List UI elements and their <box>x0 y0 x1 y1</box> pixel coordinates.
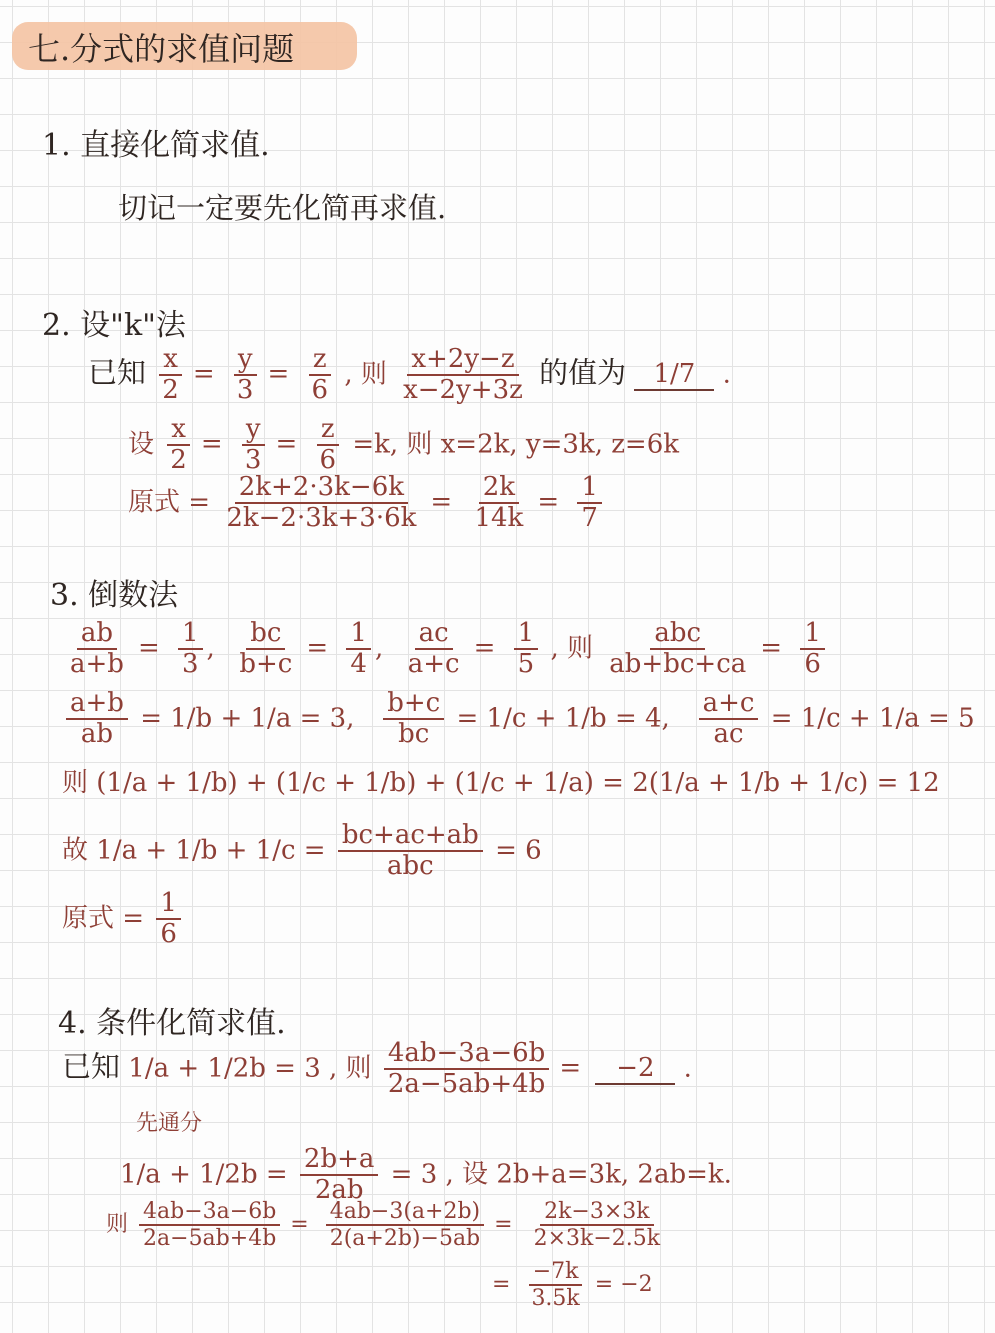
section-2-set-k: 设 $\frac{x}{2}$ = $\frac{y}{3}$ = $\frac{z}{6}$ =k, 则 x=2k, y=3k, z=6k <box>128 414 680 476</box>
given-label: 已知 <box>88 355 147 390</box>
section-4-step-3: = $\frac{-7k}{3.5k}$ = −2 <box>492 1259 653 1312</box>
section-3-sum-line: 则 (1/a + 1/b) + (1/c + 1/b) + (1/c + 1/a) = 2(1/a + 1/b + 1/c) = 12 <box>62 768 940 798</box>
fraction: $\frac{x}{2}$ <box>158 346 183 405</box>
section-4-step-2: 则 $\frac{4ab-3a-6b}{2a-5ab+4b}$ = $\frac{4ab-3(a+2b)}{2(a+2b)-5ab}$ = $\frac{2k-3\times 3k}{2\times 3k-2.5k}$ <box>106 1199 661 1252</box>
section-4-given: 已知 1/a + 1/2b = 3 , 则 $\frac{4ab-3a-6b}{2a-5ab+4b}$ = −2 . <box>62 1038 692 1100</box>
section-4-hint: 先通分 <box>136 1111 203 1136</box>
section-4-heading: 4. 条件化简求值. <box>58 1006 286 1041</box>
section-1-heading: 1. 直接化简求值. <box>42 128 270 163</box>
fraction: $\frac{y}{3}$ <box>233 346 258 405</box>
section-2-given: 已知 $\frac{x}{2}$ = $\frac{y}{3}$ = $\frac{z}{6}$ , 则 $\frac{x+2y-z}{x-2y+3z}$ 的值为 1/7 . <box>88 344 731 406</box>
answer-blank: −2 <box>595 1053 675 1085</box>
section-3-given: $\frac{ab}{a+b}$ = $\frac{1}{3}$ , $\frac{bc}{b+c}$ = $\frac{1}{4}$ , $\frac{ac}{a+c}$ = $\frac{1}{5}$ , 则 $\frac{\text{abc}}{ab+bc+ca}$ = $\frac{1}{6}$ <box>62 620 829 679</box>
page-title: 七.分式的求值问题 <box>28 30 295 68</box>
answer-blank: 1/7 <box>634 359 714 391</box>
fraction: $\frac{z}{6}$ <box>308 346 333 405</box>
section-3-heading: 3. 倒数法 <box>50 578 179 613</box>
section-1-note: 切记一定要先化简再求值. <box>118 191 447 225</box>
section-2-heading: 2. 设"k"法 <box>42 308 186 343</box>
section-2-original-expression: 原式 = $\frac{2k+2\cdot 3k-6k}{2k-2\cdot 3k+3\cdot 6k}$ = $\frac{2k}{14k}$ = $\frac{1}{7}$ <box>128 474 606 533</box>
section-4-step-1: 1/a + 1/2b = $\frac{2b+a}{2ab}$ = 3 , 设 2b+a=3k, 2ab=k. <box>120 1144 732 1206</box>
answer-blank: $\frac{1}{6}$ <box>800 620 825 679</box>
section-3-conclusion: 故 1/a + 1/b + 1/c = $\frac{bc+ac+ab}{\text{abc}}$ = 6 <box>62 820 542 882</box>
section-3-reciprocals: $\frac{a+b}{ab}$ = 1/b + 1/a = 3, $\frac{b+c}{bc}$ = 1/c + 1/b = 4, $\frac{a+c}{ac}$ = 1/c + 1/a = 5 <box>62 690 975 749</box>
target-fraction: $\frac{x+2y-z}{x-2y+3z}$ <box>403 344 523 406</box>
section-3-original: 原式 = $\frac{1}{6}$ <box>62 890 185 949</box>
